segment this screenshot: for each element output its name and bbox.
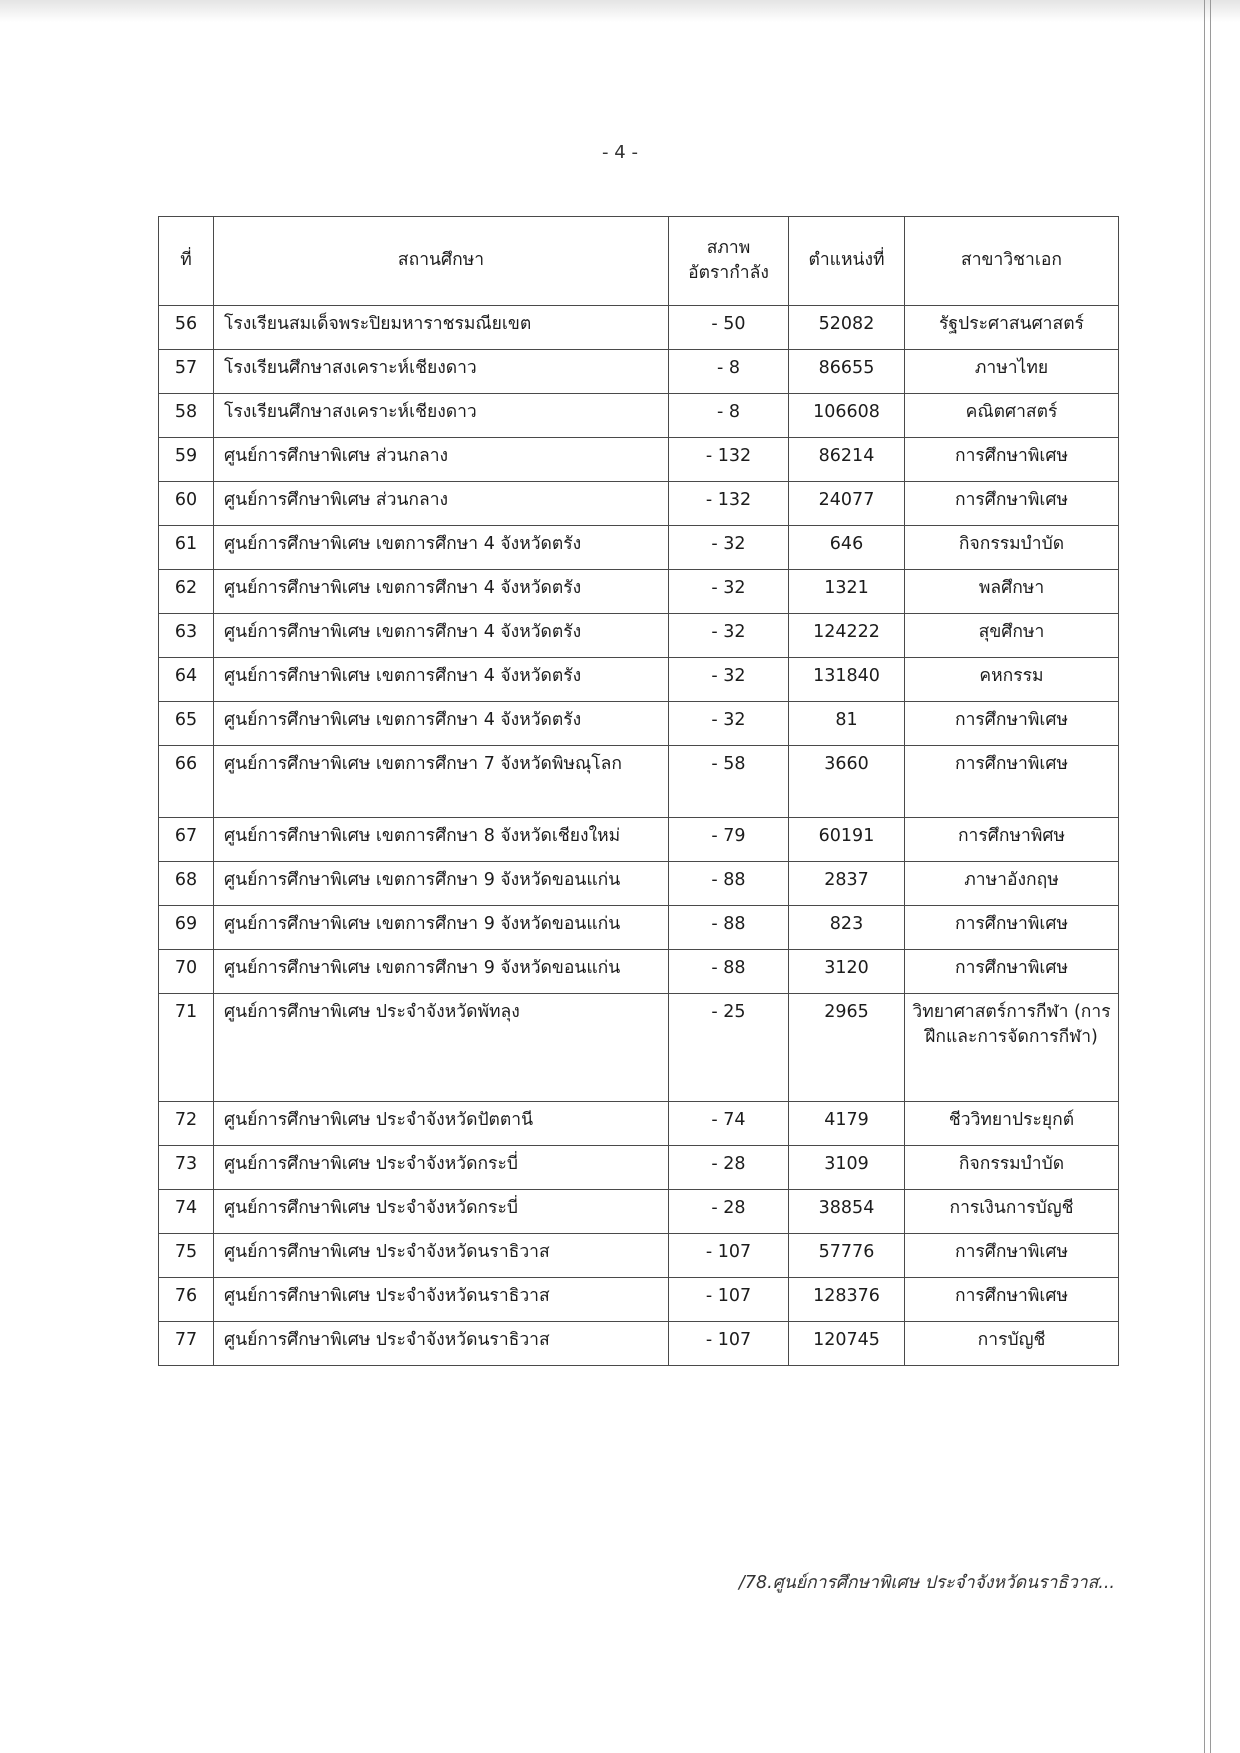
- table-row: [159, 1190, 1119, 1234]
- position-number: 124222: [789, 614, 905, 658]
- header-school: สถานศึกษา: [214, 217, 669, 306]
- position-number: 38854: [789, 1190, 905, 1234]
- position-number: 3109: [789, 1146, 905, 1190]
- table-header-row: [159, 217, 1119, 306]
- major-subject: การศึกษาพิเศษ: [905, 438, 1119, 482]
- position-number: 2965: [789, 994, 905, 1102]
- table-row: [159, 746, 1119, 818]
- staffing-rate: - 107: [669, 1322, 789, 1366]
- table-row: [159, 818, 1119, 862]
- staffing-rate: - 32: [669, 702, 789, 746]
- position-number: 52082: [789, 306, 905, 350]
- row-number: 62: [159, 570, 214, 614]
- staffing-rate: - 32: [669, 614, 789, 658]
- header-major: สาขาวิชาเอก: [905, 217, 1119, 306]
- header-no: ที่: [159, 217, 214, 306]
- school-name: ศูนย์การศึกษาพิเศษ เขตการศึกษา 4 จังหวัดตรัง: [214, 570, 669, 614]
- position-number: 131840: [789, 658, 905, 702]
- table-row: [159, 526, 1119, 570]
- row-number: 58: [159, 394, 214, 438]
- row-number: 71: [159, 994, 214, 1102]
- school-name: ศูนย์การศึกษาพิเศษ ประจำจังหวัดพัทลุง: [214, 994, 669, 1102]
- major-subject: ชีววิทยาประยุกต์: [905, 1102, 1119, 1146]
- major-subject: คณิตศาสตร์: [905, 394, 1119, 438]
- row-number: 60: [159, 482, 214, 526]
- major-subject: การศึกษาพิเศษ: [905, 482, 1119, 526]
- major-subject: คหกรรม: [905, 658, 1119, 702]
- school-name: ศูนย์การศึกษาพิเศษ เขตการศึกษา 9 จังหวัดขอนแก่น: [214, 906, 669, 950]
- major-subject: การศึกษาพิเศษ: [905, 906, 1119, 950]
- position-number: 86214: [789, 438, 905, 482]
- major-subject: พลศึกษา: [905, 570, 1119, 614]
- row-number: 69: [159, 906, 214, 950]
- staffing-rate: - 25: [669, 994, 789, 1102]
- position-number: 86655: [789, 350, 905, 394]
- major-subject: วิทยาศาสตร์การกีฬา (การฝึกและการจัดการกีฬา): [905, 994, 1119, 1102]
- row-number: 64: [159, 658, 214, 702]
- school-name: ศูนย์การศึกษาพิเศษ เขตการศึกษา 4 จังหวัดตรัง: [214, 702, 669, 746]
- major-subject: การศึกษาพิเศษ: [905, 1234, 1119, 1278]
- table-row: [159, 1234, 1119, 1278]
- table-row: [159, 658, 1119, 702]
- major-subject: การศึกษาพิเศษ: [905, 702, 1119, 746]
- staffing-rate: - 32: [669, 658, 789, 702]
- table-row: [159, 862, 1119, 906]
- row-number: 56: [159, 306, 214, 350]
- position-number: 2837: [789, 862, 905, 906]
- school-name: ศูนย์การศึกษาพิเศษ ประจำจังหวัดนราธิวาส: [214, 1322, 669, 1366]
- school-name: ศูนย์การศึกษาพิเศษ เขตการศึกษา 7 จังหวัดพิษณุโลก: [214, 746, 669, 818]
- table-row: [159, 702, 1119, 746]
- staffing-rate: - 50: [669, 306, 789, 350]
- page-number: - 4 -: [602, 142, 638, 163]
- staffing-rate: - 132: [669, 438, 789, 482]
- major-subject: การบัญชี: [905, 1322, 1119, 1366]
- school-name: ศูนย์การศึกษาพิเศษ ส่วนกลาง: [214, 438, 669, 482]
- vacancy-table: [158, 216, 1119, 1366]
- table-row: [159, 906, 1119, 950]
- major-subject: การเงินการบัญชี: [905, 1190, 1119, 1234]
- school-name: ศูนย์การศึกษาพิเศษ ประจำจังหวัดกระบี่: [214, 1146, 669, 1190]
- table-row: [159, 306, 1119, 350]
- school-name: ศูนย์การศึกษาพิเศษ เขตการศึกษา 4 จังหวัดตรัง: [214, 658, 669, 702]
- row-number: 63: [159, 614, 214, 658]
- school-name: ศูนย์การศึกษาพิเศษ เขตการศึกษา 4 จังหวัดตรัง: [214, 614, 669, 658]
- staffing-rate: - 107: [669, 1234, 789, 1278]
- header-rate-line1: สภาพ: [706, 237, 751, 258]
- staffing-rate: - 88: [669, 950, 789, 994]
- row-number: 74: [159, 1190, 214, 1234]
- row-number: 75: [159, 1234, 214, 1278]
- major-subject: การศึกษาพิเศษ: [905, 950, 1119, 994]
- school-name: ศูนย์การศึกษาพิเศษ ประจำจังหวัดนราธิวาส: [214, 1278, 669, 1322]
- row-number: 65: [159, 702, 214, 746]
- row-number: 59: [159, 438, 214, 482]
- school-name: โรงเรียนศึกษาสงเคราะห์เชียงดาว: [214, 350, 669, 394]
- position-number: 3660: [789, 746, 905, 818]
- major-subject: การศึกษาพิเศษ: [905, 1278, 1119, 1322]
- row-number: 70: [159, 950, 214, 994]
- school-name: ศูนย์การศึกษาพิเศษ เขตการศึกษา 9 จังหวัดขอนแก่น: [214, 862, 669, 906]
- major-subject: สุขศึกษา: [905, 614, 1119, 658]
- table-row: [159, 1146, 1119, 1190]
- table-row: [159, 482, 1119, 526]
- header-rate-line2: อัตรากำลัง: [688, 263, 769, 283]
- staffing-rate: - 32: [669, 570, 789, 614]
- row-number: 76: [159, 1278, 214, 1322]
- row-number: 77: [159, 1322, 214, 1366]
- row-number: 66: [159, 746, 214, 818]
- staffing-rate: - 74: [669, 1102, 789, 1146]
- position-number: 81: [789, 702, 905, 746]
- major-subject: การศึกษาพิเศษ: [905, 746, 1119, 818]
- major-subject: กิจกรรมบำบัด: [905, 526, 1119, 570]
- row-number: 67: [159, 818, 214, 862]
- school-name: ศูนย์การศึกษาพิเศษ ส่วนกลาง: [214, 482, 669, 526]
- table-row: [159, 614, 1119, 658]
- position-number: 57776: [789, 1234, 905, 1278]
- table-row: [159, 1102, 1119, 1146]
- staffing-rate: - 8: [669, 350, 789, 394]
- school-name: ศูนย์การศึกษาพิเศษ เขตการศึกษา 4 จังหวัดตรัง: [214, 526, 669, 570]
- table-row: [159, 570, 1119, 614]
- position-number: 3120: [789, 950, 905, 994]
- major-subject: ภาษาไทย: [905, 350, 1119, 394]
- major-subject: รัฐประศาสนศาสตร์: [905, 306, 1119, 350]
- scan-edge-line: [1210, 0, 1211, 1753]
- row-number: 73: [159, 1146, 214, 1190]
- staffing-rate: - 79: [669, 818, 789, 862]
- staffing-rate: - 28: [669, 1190, 789, 1234]
- position-number: 646: [789, 526, 905, 570]
- position-number: 120745: [789, 1322, 905, 1366]
- header-position: ตำแหน่งที่: [789, 217, 905, 306]
- staffing-rate: - 88: [669, 862, 789, 906]
- major-subject: ภาษาอังกฤษ: [905, 862, 1119, 906]
- row-number: 61: [159, 526, 214, 570]
- major-subject: กิจกรรมบำบัด: [905, 1146, 1119, 1190]
- table-row: [159, 1278, 1119, 1322]
- school-name: โรงเรียนศึกษาสงเคราะห์เชียงดาว: [214, 394, 669, 438]
- table-row: [159, 350, 1119, 394]
- position-number: 106608: [789, 394, 905, 438]
- position-number: 128376: [789, 1278, 905, 1322]
- table-row: [159, 394, 1119, 438]
- position-number: 1321: [789, 570, 905, 614]
- continuation-note: /78.ศูนย์การศึกษาพิเศษ ประจำจังหวัดนราธิวาส...: [738, 1573, 1115, 1593]
- staffing-rate: - 8: [669, 394, 789, 438]
- staffing-rate: - 58: [669, 746, 789, 818]
- table-row: [159, 1322, 1119, 1366]
- row-number: 68: [159, 862, 214, 906]
- staffing-rate: - 132: [669, 482, 789, 526]
- school-name: ศูนย์การศึกษาพิเศษ เขตการศึกษา 8 จังหวัดเชียงใหม่: [214, 818, 669, 862]
- school-name: โรงเรียนสมเด็จพระปิยมหาราชรมณียเขต: [214, 306, 669, 350]
- table-row: [159, 994, 1119, 1102]
- position-number: 24077: [789, 482, 905, 526]
- staffing-rate: - 32: [669, 526, 789, 570]
- scan-top-shadow: [0, 0, 1240, 22]
- table-row: [159, 950, 1119, 994]
- row-number: 72: [159, 1102, 214, 1146]
- staffing-rate: - 107: [669, 1278, 789, 1322]
- staffing-rate: - 28: [669, 1146, 789, 1190]
- position-number: 60191: [789, 818, 905, 862]
- school-name: ศูนย์การศึกษาพิเศษ ประจำจังหวัดกระบี่: [214, 1190, 669, 1234]
- row-number: 57: [159, 350, 214, 394]
- position-number: 823: [789, 906, 905, 950]
- school-name: ศูนย์การศึกษาพิเศษ ประจำจังหวัดปัตตานี: [214, 1102, 669, 1146]
- school-name: ศูนย์การศึกษาพิเศษ ประจำจังหวัดนราธิวาส: [214, 1234, 669, 1278]
- scan-edge-line: [1204, 0, 1205, 1753]
- staffing-rate: - 88: [669, 906, 789, 950]
- table-row: [159, 438, 1119, 482]
- major-subject: การศึกษาพิศษ: [905, 818, 1119, 862]
- header-rate: [669, 217, 789, 306]
- school-name: ศูนย์การศึกษาพิเศษ เขตการศึกษา 9 จังหวัดขอนแก่น: [214, 950, 669, 994]
- position-number: 4179: [789, 1102, 905, 1146]
